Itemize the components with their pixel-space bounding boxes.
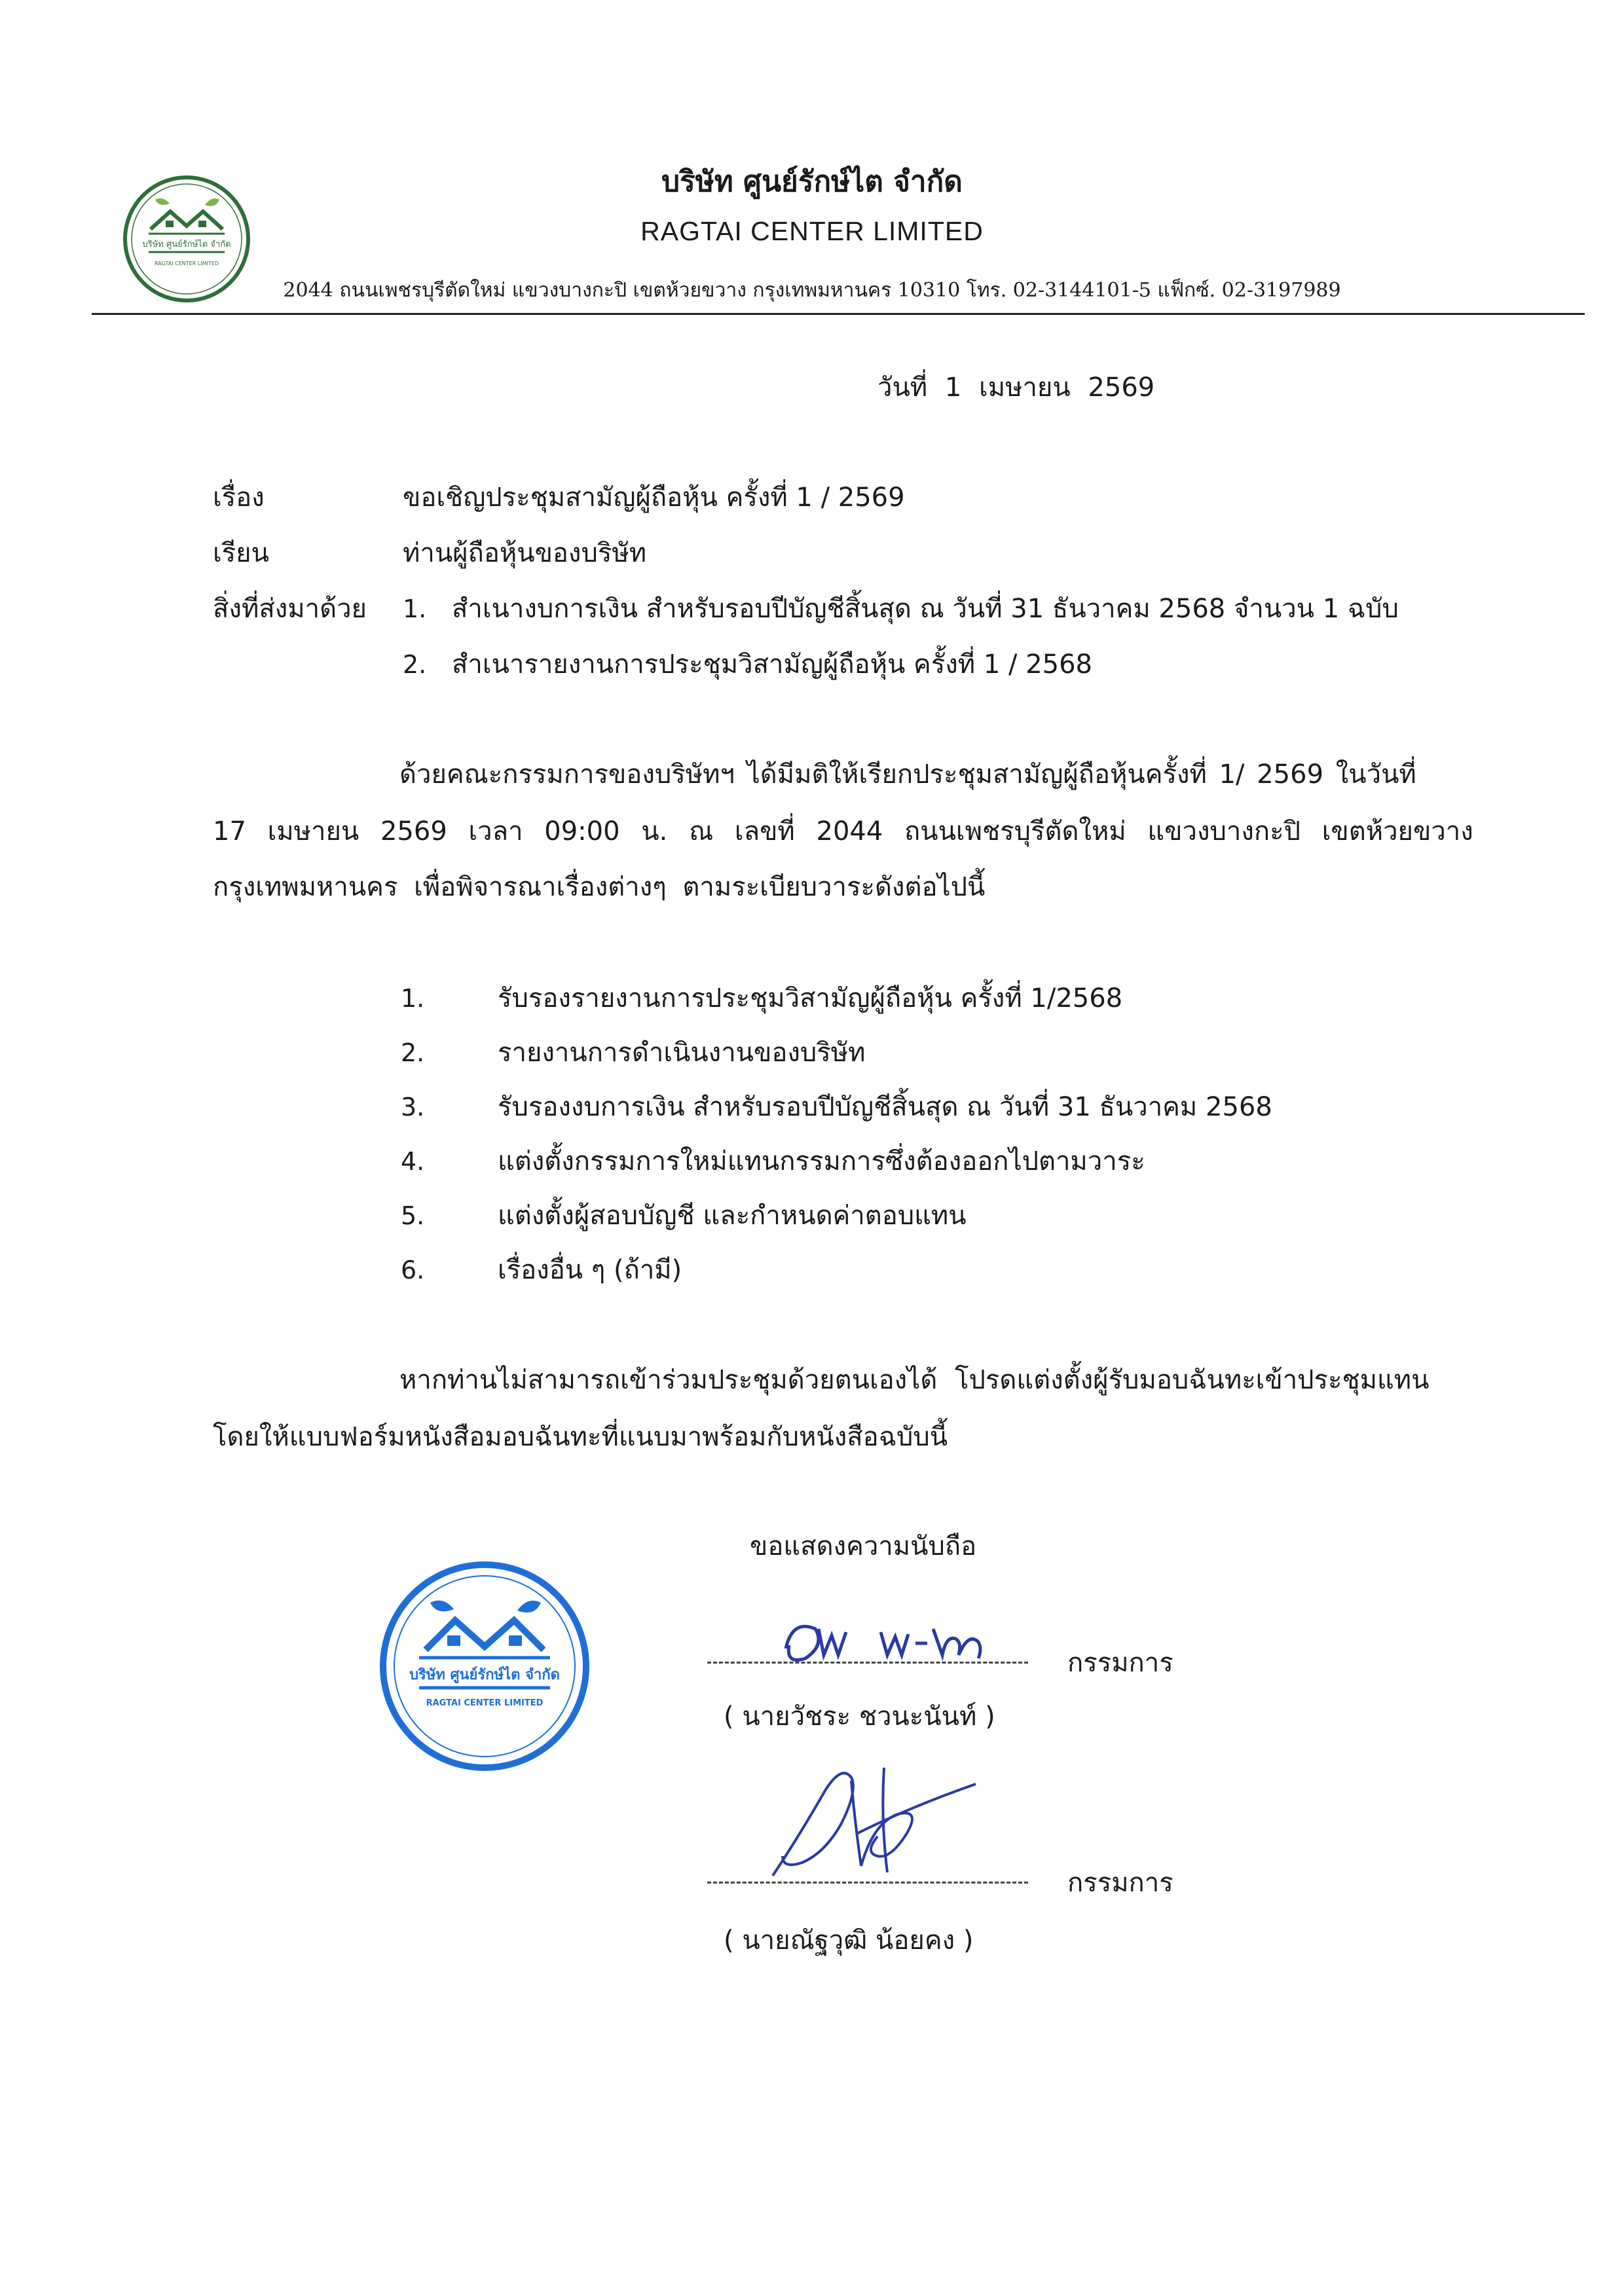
body-line-3: กรุงเทพมหานคร เพื่อพิจารณาเรื่องต่างๆ ตามระเบียบวาระดังต่อไปนี้ [213,872,986,902]
body-line-2: 17 เมษายน 2569 เวลา 09:00 น. ณ เลขที่ 2044 ถนนเพชรบุรีตัดใหม่ แขวงบางกะปิ เขตห้วยขวาง [213,816,1473,847]
recipient-value: ท่านผู้ถือหุ้นของบริษัท [403,538,647,568]
signature-line-1 [707,1662,1028,1664]
enclosure-number: 1. [403,594,427,623]
stamp-text-en: RAGTAI CENTER LIMITED [426,1698,544,1708]
agenda-number: 5. [401,1201,425,1230]
enclosures-label: สิ่งที่ส่งมาด้วย [213,594,367,624]
letter-date: วันที่ 1 เมษายน 2569 [877,373,1155,403]
closing-salutation: ขอแสดงความนับถือ [750,1531,977,1561]
agenda-number: 6. [401,1256,425,1285]
signatory-2-name: ( นายณัฐวุฒิ น้อยคง ) [724,1925,974,1956]
signatory-1-title: กรรมการ [1067,1648,1173,1678]
logo-text-th: บริษัท ศูนย์รักษ์ไต จำกัด [142,240,231,249]
proxy-line-2: โดยให้แบบฟอร์มหนังสือมอบฉันทะที่แนบมาพร้อมกับหนังสือฉบับนี้ [213,1422,948,1452]
agenda-number: 2. [401,1038,425,1067]
agenda-item: รับรองรายงานการประชุมวิสามัญผู้ถือหุ้น ครั้งที่ 1/2568 [498,983,1123,1013]
agenda-item: รายงานการดำเนินงานของบริษัท [498,1038,866,1068]
signature-line-2 [707,1882,1028,1884]
agenda-item: แต่งตั้งผู้สอบบัญชี และกำหนดค่าตอบแทน [498,1201,967,1231]
signature-1 [773,1603,1048,1688]
proxy-line-1: หากท่านไม่สามารถเข้าร่วมประชุมด้วยตนเองได้ โปรดแต่งตั้งผู้รับมอบฉันทะเข้าประชุมแทน [399,1365,1430,1395]
agenda-item: รับรองงบการเงิน สำหรับรอบปีบัญชีสิ้นสุด ณ วันที่ 31 ธันวาคม 2568 [498,1092,1272,1122]
signatory-2-title: กรรมการ [1067,1868,1173,1898]
company-name-th: บริษัท ศูนย์รักษ์ไต จำกัด [661,165,963,198]
enclosure-text: สำเนารายงานการประชุมวิสามัญผู้ถือหุ้น ครั้งที่ 1 / 2568 [452,649,1093,680]
agenda-item: แต่งตั้งกรรมการใหม่แทนกรรมการซึ่งต้องออกไปตามวาระ [498,1146,1145,1176]
recipient-label: เรียน [213,538,269,568]
company-stamp [377,1558,593,1774]
subject-label: เรื่อง [213,483,265,513]
enclosure-text: สำเนางบการเงิน สำหรับรอบปีบัญชีสิ้นสุด ณ วันที่ 31 ธันวาคม 2568 จำนวน 1 ฉบับ [452,594,1399,624]
body-line-1: ด้วยคณะกรรมการของบริษัทฯ ได้มีมติให้เรียกประชุมสามัญผู้ถือหุ้นครั้งที่ 1/ 2569 ในวันที่ [399,759,1416,790]
stamp-text-th: บริษัท ศูนย์รักษ์ไต จำกัด [409,1667,560,1683]
company-address: 2044 ถนนเพชรบุรีตัดใหม่ แขวงบางกะปิ เขตห้วยขวาง กรุงเทพมหานคร 10310 โทร. 02-3144101-5 แฟ็กซ์. 02-3197989 [283,279,1341,302]
company-name-en: RAGTAI CENTER LIMITED [640,216,984,246]
agenda-number: 4. [401,1147,425,1176]
agenda-number: 3. [401,1093,425,1121]
agenda-number: 1. [401,984,425,1013]
agenda-item: เรื่องอื่น ๆ (ถ้ามี) [498,1255,682,1285]
subject-value: ขอเชิญประชุมสามัญผู้ถือหุ้น ครั้งที่ 1 / 2569 [403,483,905,513]
enclosure-number: 2. [403,650,427,679]
signature-2 [760,1741,982,1892]
signatory-1-name: ( นายวัชระ ชวนะนันท์ ) [724,1702,995,1732]
logo-text-en: RAGTAI CENTER LIMITED [155,261,219,266]
header-divider [92,313,1585,315]
